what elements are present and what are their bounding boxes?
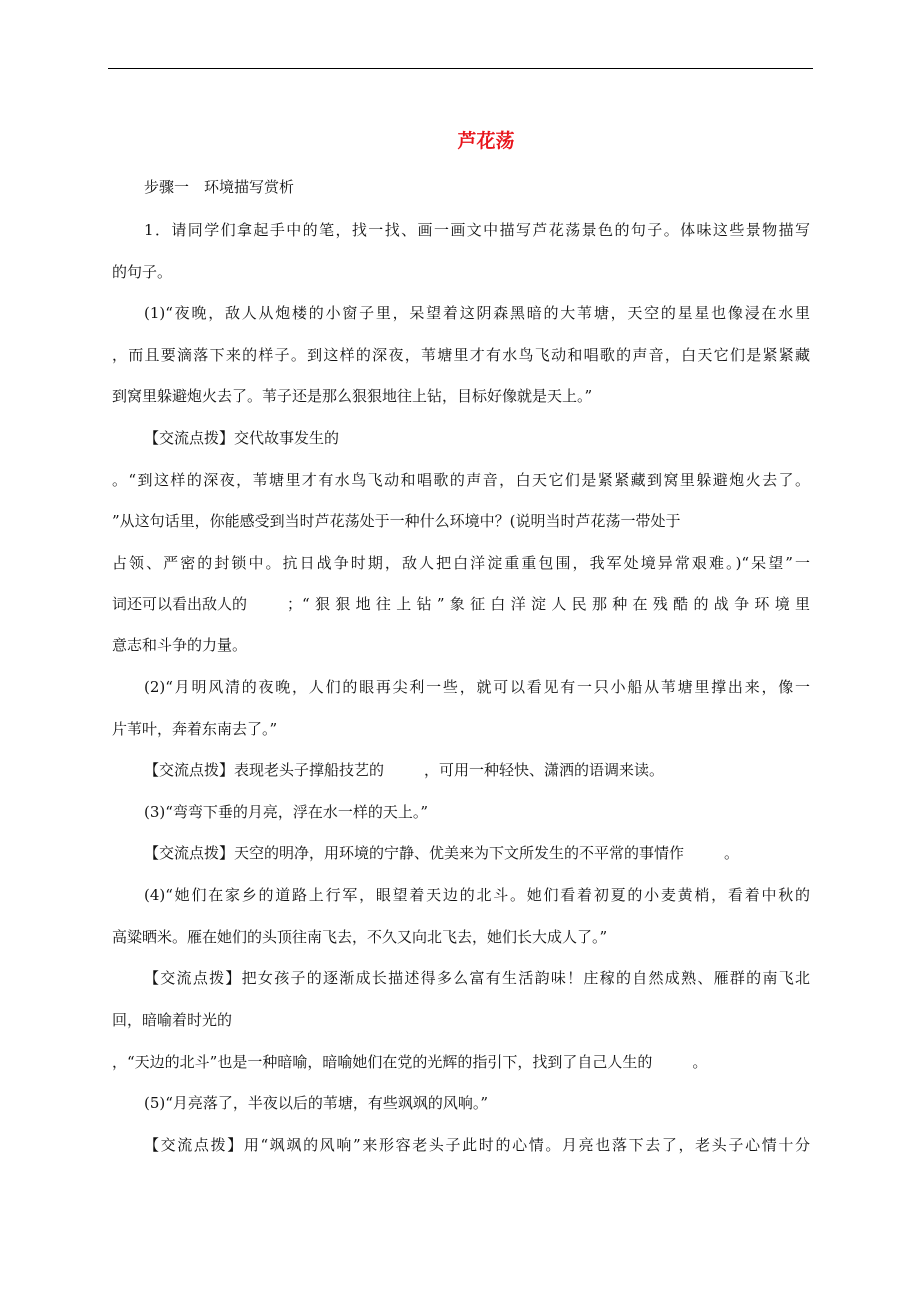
paragraph-row — [112, 594, 810, 614]
paragraph-line: 。 — [692, 1053, 708, 1071]
paragraph-line: 意志和斗争的力量。 — [112, 636, 248, 654]
paragraph-line: 词还可以看出敌人的 — [112, 595, 248, 613]
paragraph-line: (3)“弯弯下垂的月亮，浮在水一样的天上。” — [144, 803, 429, 821]
paragraph-line: (4)“她们在家乡的道路上行军，眼望着天边的北斗。她们看着初夏的小麦黄梢，看着中秋的 — [144, 886, 810, 904]
answer-blank — [247, 594, 287, 614]
header-rule — [108, 68, 813, 69]
paragraph-line: ；“狠狠地往上钻”象征白洋淀人民那种在残酷的战争环境里 — [287, 595, 810, 613]
paragraph-line: ，而且要滴落下来的样子。到这样的深夜，苇塘里才有水鸟飞动和唱歌的声音，白天它们是紧紧藏 — [112, 346, 810, 364]
paragraph-line: ，“天边的北斗”也是一种暗喻，暗喻她们在党的光辉的指引下，找到了自己人生的 — [112, 1053, 653, 1071]
page-title: 芦花荡 — [457, 130, 515, 152]
paragraph-line: ，可用一种轻快、潇洒的语调来读。 — [424, 761, 665, 779]
paragraph-line: 【交流点拨】把女孩子的逐渐成长描述得多么富有生活韵味！庄稼的自然成熟、雁群的南飞北 — [144, 969, 810, 987]
paragraph-row — [144, 843, 810, 863]
paragraph-row — [112, 1052, 810, 1072]
paragraph-line: (5)“月亮落了，半夜以后的苇塘，有些飒飒的风响。” — [144, 1094, 489, 1112]
paragraph-line: 。“到这样的深夜，苇塘里才有水鸟飞动和唱歌的声音，白天它们是紧紧藏到窝里躲避炮火去了。 — [112, 471, 810, 489]
paragraph-line: 1．请同学们拿起手中的笔，找一找、画一画文中描写芦花荡景色的句子。体味这些景物描写 — [144, 221, 810, 239]
paragraph-line: ”从这句话里，你能感受到当时芦花荡处于一种什么环境中？(说明当时芦花荡一带处于 — [112, 512, 681, 530]
paragraph-line: 回，暗喻着时光的 — [112, 1011, 233, 1029]
paragraph-line: 【交流点拨】天空的明净，用环境的宁静、优美来为下文所发生的不平常的事情作 — [144, 844, 685, 862]
answer-blank — [652, 1052, 692, 1072]
paragraph-line: 【交流点拨】交代故事发生的 — [144, 429, 340, 447]
paragraph-line: 占领、严密的封锁中。抗日战争时期，敌人把白洋淀重重包围，我军处境异常艰难。)“呆望”一 — [112, 554, 810, 572]
paragraph-line: (1)“夜晚，敌人从炮楼的小窗子里，呆望着这阴森黑暗的大苇塘，天空的星星也像浸在水里 — [144, 304, 810, 322]
paragraph-line: 的句子。 — [112, 263, 173, 281]
paragraph-line: (2)“月明风清的夜晚，人们的眼再尖利一些，就可以看见有一只小船从苇塘里撑出来，像一 — [144, 678, 810, 696]
paragraph-line: 到窝里躲避炮火去了。苇子还是那么狠狠地往上钻，目标好像就是天上。” — [112, 387, 593, 405]
paragraph-line: 【交流点拨】表现老头子撑船技艺的 — [144, 761, 385, 779]
paragraph-line: 片苇叶，奔着东南去了。” — [112, 720, 278, 738]
paragraph-line: 。 — [724, 844, 740, 862]
paragraph-line: 【交流点拨】用“飒飒的风响”来形容老头子此时的心情。月亮也落下去了，老头子心情十分 — [144, 1136, 810, 1154]
paragraph-line: 高粱晒米。雁在她们的头顶往南飞去，不久又向北飞去，她们长大成人了。” — [112, 928, 608, 946]
answer-blank — [384, 760, 424, 780]
step-heading: 步骤一 环境描写赏析 — [144, 178, 295, 196]
paragraph-row — [144, 760, 810, 780]
answer-blank — [684, 843, 724, 863]
